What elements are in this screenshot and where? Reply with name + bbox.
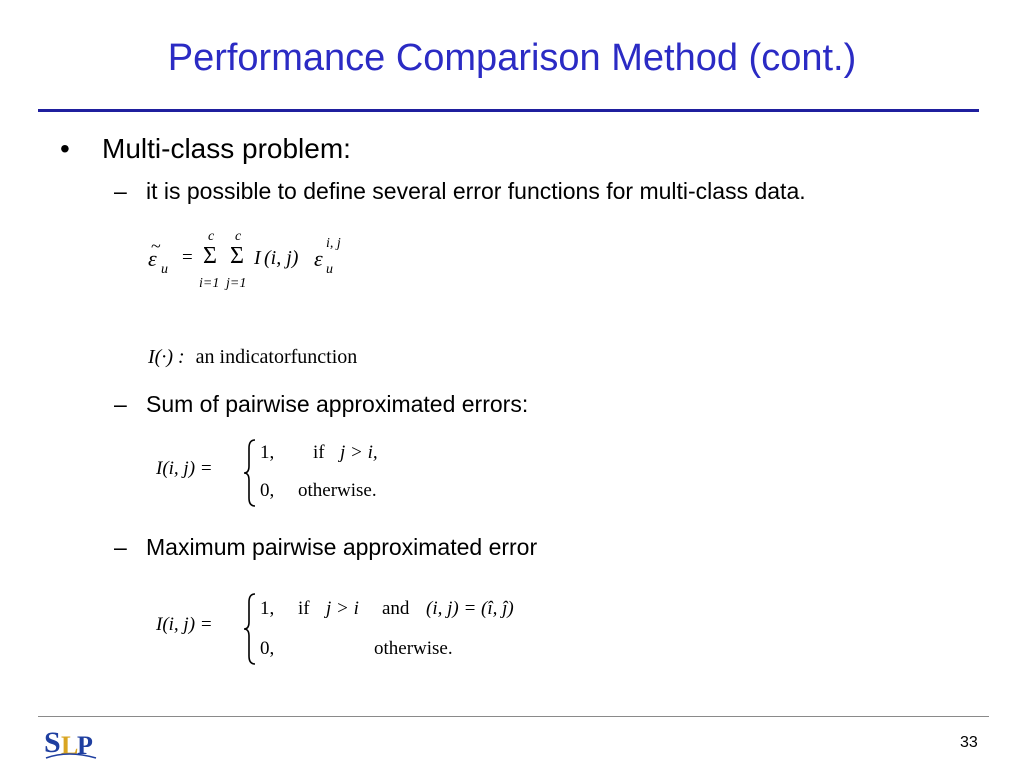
case-1-if: if xyxy=(298,598,310,619)
case-1-value: 1, xyxy=(260,442,275,463)
sub-bullet-define-errors xyxy=(114,178,806,206)
sum-upper-limit: c xyxy=(235,229,242,244)
summation-symbol: Σ xyxy=(203,243,217,269)
sub-bullet-text: it is possible to define several error functions for multi-class data. xyxy=(146,178,806,204)
case-2-value: 0, xyxy=(260,638,275,659)
sum-lower-limit: j=1 xyxy=(226,276,247,291)
tilde-accent: ~ xyxy=(151,236,161,256)
piecewise-lhs: I(i, j) = xyxy=(156,614,213,635)
epsilon-subscript: u xyxy=(161,262,168,277)
sum-lower-limit: i=1 xyxy=(199,276,220,291)
dash-marker: – xyxy=(114,534,127,560)
dash-marker: – xyxy=(114,178,127,204)
epsilon-symbol: ε xyxy=(148,246,157,271)
case-2-condition: otherwise. xyxy=(374,638,453,659)
case-1-value: 1, xyxy=(260,598,275,619)
case-2-condition: otherwise. xyxy=(298,480,377,501)
epsilon-subscript: u xyxy=(326,262,333,277)
svg-text:S: S xyxy=(44,726,61,759)
slp-logo-icon xyxy=(40,720,100,764)
indicator-arguments: (i, j) xyxy=(264,247,299,269)
indicator-symbol: I xyxy=(254,247,261,269)
sub-bullet-max-pairwise xyxy=(114,534,537,562)
left-brace-icon xyxy=(242,438,258,508)
case-1-tuple: (i, j) = (î, ĵ) xyxy=(426,598,514,619)
case-1-and: and xyxy=(382,598,410,619)
slide-title: Performance Comparison Method (cont.) xyxy=(167,37,857,79)
equals-sign: = xyxy=(182,247,193,268)
dash-marker: – xyxy=(114,391,127,417)
title-divider xyxy=(38,109,979,112)
case-1-condition: j > i, xyxy=(340,442,378,463)
indicator-description: an indicatorfunction xyxy=(195,346,358,368)
svg-text:P: P xyxy=(77,731,93,760)
formula-sum-pairwise xyxy=(156,436,456,512)
indicator-notation: I(·) : xyxy=(148,346,185,368)
sum-upper-limit: c xyxy=(208,229,215,244)
epsilon-symbol: ε xyxy=(314,246,323,271)
svg-text:L: L xyxy=(61,731,79,760)
sub-bullet-sum-pairwise xyxy=(114,391,528,419)
summation-symbol: Σ xyxy=(230,243,244,269)
bullet-multi-class xyxy=(60,132,351,166)
formula-error-sum xyxy=(148,229,408,300)
piecewise-lhs: I(i, j) = xyxy=(156,458,213,479)
epsilon-superscript: i, j xyxy=(326,236,341,251)
page-number: 33 xyxy=(960,734,978,751)
left-brace-icon xyxy=(242,592,258,666)
case-2-value: 0, xyxy=(260,480,275,501)
case-1-condition: j > i xyxy=(326,598,359,619)
formula-indicator-definition xyxy=(148,346,357,369)
bullet-marker: • xyxy=(60,133,70,164)
footer-divider xyxy=(38,716,989,717)
sub-bullet-text: Sum of pairwise approximated errors: xyxy=(146,391,529,417)
bullet-text: Multi-class problem: xyxy=(102,133,351,164)
formula-max-pairwise xyxy=(156,590,576,670)
case-1-if: if xyxy=(313,442,325,463)
sub-bullet-text: Maximum pairwise approximated error xyxy=(146,534,538,560)
